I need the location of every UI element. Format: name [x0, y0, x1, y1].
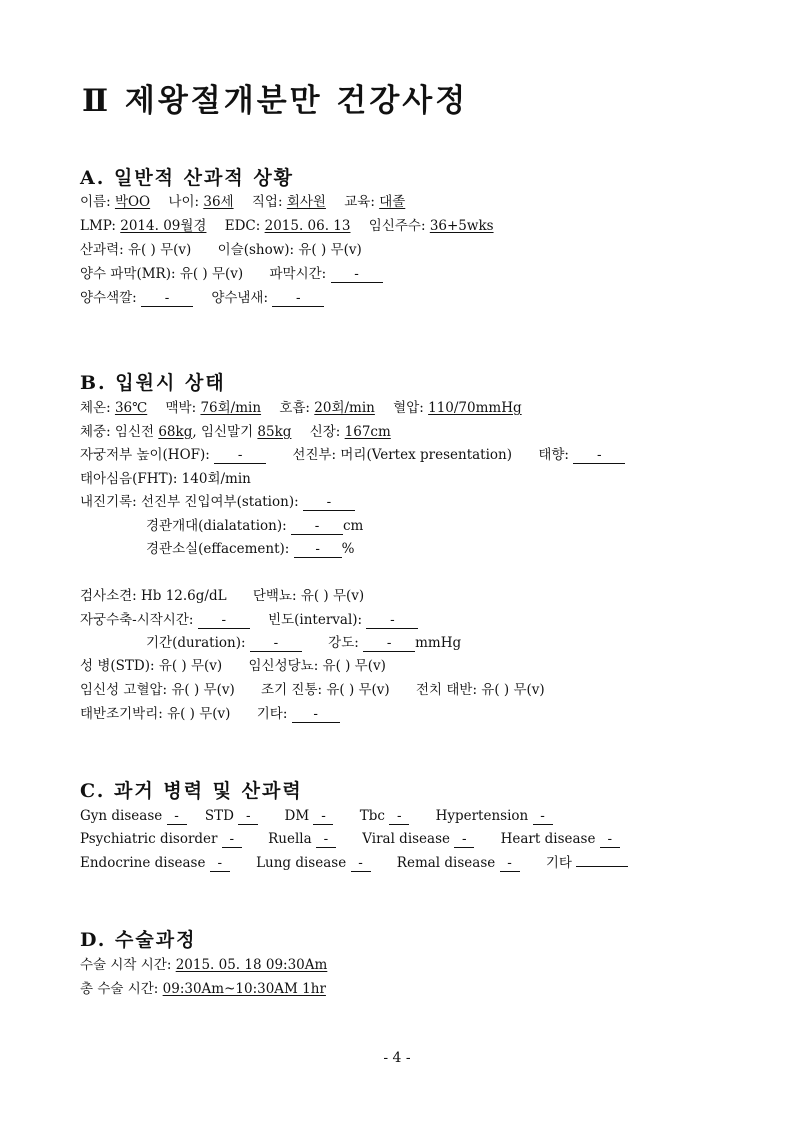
- membrane-line: 양수 파막(MR): 유( ) 무(v) 파막시간: -: [80, 265, 383, 283]
- history-row-1: Gyn disease - STD - DM - Tbc - Hypertension -: [80, 807, 553, 825]
- etc-value: -: [292, 707, 340, 723]
- intensity-value: -: [363, 636, 415, 652]
- lab-line: [80, 587, 364, 605]
- amniotic-fluid-line: 양수색깔: - 양수냄새: -: [80, 289, 324, 307]
- lie-value: -: [573, 448, 625, 464]
- station-line: 내진기록: 선진부 진입여부(station): -: [80, 493, 355, 511]
- lmp-edc-line: LMP: 2014. 09월경 EDC: 2015. 06. 13 임신주수: 36+5wks: [80, 218, 494, 234]
- fundal-height-line: 자궁저부 높이(HOF): - 선진부: 머리(Vertex presentation) 태향: -: [80, 446, 625, 464]
- presenting-part: 선진부: 머리(Vertex presentation): [292, 447, 513, 463]
- page-title: Ⅱ 제왕절개분만 건강사정: [82, 83, 469, 119]
- weight-height-line: 체중: 임신전 68kg, 임신말기 85kg 신장: 167cm: [80, 424, 391, 440]
- surgery-start-line: 수술 시작 시간: 2015. 05. 18 09:30Am: [80, 957, 328, 973]
- history-row-3: Endocrine disease - Lung disease - Remal disease - 기타: [80, 854, 628, 872]
- section-d-heading: D. 수술과정: [80, 929, 197, 951]
- mr-status: 양수 파막(MR): 유( ) 무(v): [80, 266, 244, 282]
- complications-line: [80, 681, 545, 699]
- section-a-heading: A. 일반적 산과적 상황: [80, 167, 295, 189]
- vital-signs-line: 체온: 36℃ 맥박: 76회/min 호흡: 20회/min 혈압: 110/70mmHg: [80, 400, 522, 416]
- job-value: 회사원: [286, 194, 326, 210]
- effacement-line: 경관소실(effacement): - %: [146, 541, 355, 557]
- hb-value: 검사소견: Hb 12.6g/dL: [80, 588, 227, 604]
- surgery-total-line: 총 수술 시간: 09:30Am~10:30AM 1hr: [80, 981, 326, 997]
- resp-value: 20회/min: [314, 400, 375, 416]
- duration-line: 기간(duration): - 강도: - mmHg: [146, 635, 462, 651]
- weight-late-value: 85kg: [257, 424, 292, 440]
- contraction-line: 자궁수축-시작시간: - 빈도(interval): -: [80, 611, 418, 629]
- weight-pre-value: 68kg: [158, 424, 193, 440]
- station-value: -: [303, 495, 355, 511]
- page-number: - 4 -: [383, 1050, 411, 1066]
- duration-value: -: [250, 636, 302, 652]
- preterm-status: 조기 진통: 유( ) 무(v): [261, 682, 390, 698]
- name-age-job-edu-line: 이름: 박OO 나이: 36세 직업: 회사원 교육: 대졸: [80, 194, 406, 210]
- effacement-value: -: [294, 542, 342, 558]
- proteinuria-status: 단백뇨: 유( ) 무(v): [252, 588, 365, 604]
- lmp-value: 2014. 09월경: [120, 218, 207, 234]
- ga-value: 36+5wks: [429, 218, 494, 234]
- edc-value: 2015. 06. 13: [264, 218, 351, 234]
- labor-show-line: [80, 241, 362, 259]
- std-gdm-line: [80, 657, 386, 675]
- dilatation-line: 경관개대(dialatation): - cm: [146, 518, 364, 534]
- abruption-line: 태반조기박리: 유( ) 무(v) 기타: -: [80, 705, 340, 723]
- height-value: 167cm: [344, 424, 391, 440]
- contraction-start-value: -: [198, 613, 250, 629]
- dilatation-value: -: [291, 519, 343, 535]
- history-row-2: Psychiatric disorder - Ruella - Viral disease - Heart disease -: [80, 830, 620, 848]
- surgery-total-value: 09:30Am~10:30AM 1hr: [162, 981, 326, 997]
- abruption-status: 태반조기박리: 유( ) 무(v): [80, 706, 231, 722]
- section-c-heading: C. 과거 병력 및 산과력: [80, 780, 303, 802]
- pih-status: 임신성 고혈압: 유( ) 무(v): [80, 682, 235, 698]
- std-status: 성 병(STD): 유( ) 무(v): [80, 658, 223, 674]
- hof-value: -: [214, 448, 266, 464]
- previa-status: 전치 태반: 유( ) 무(v): [416, 682, 545, 698]
- gdm-status: 임신성당뇨: 유( ) 무(v): [248, 658, 386, 674]
- age-value: 36세: [203, 194, 234, 210]
- temp-value: 36℃: [114, 400, 148, 416]
- labor-status: 산과력: 유( ) 무(v): [80, 242, 192, 258]
- section-b-heading: B. 입원시 상태: [80, 372, 226, 394]
- show-status: 이슬(show): 유( ) 무(v): [217, 242, 362, 258]
- af-odor-value: -: [272, 291, 324, 307]
- rupture-time-value: -: [331, 267, 383, 283]
- edu-value: 대졸: [379, 194, 406, 210]
- surgery-start-value: 2015. 05. 18 09:30Am: [175, 957, 328, 973]
- af-color-value: -: [141, 291, 193, 307]
- fht-line: 태아심음(FHT): 140회/min: [80, 471, 251, 487]
- bp-value: 110/70mmHg: [428, 400, 522, 416]
- pulse-value: 76회/min: [200, 400, 262, 416]
- interval-value: -: [366, 613, 418, 629]
- name-value: 박OO: [114, 194, 151, 210]
